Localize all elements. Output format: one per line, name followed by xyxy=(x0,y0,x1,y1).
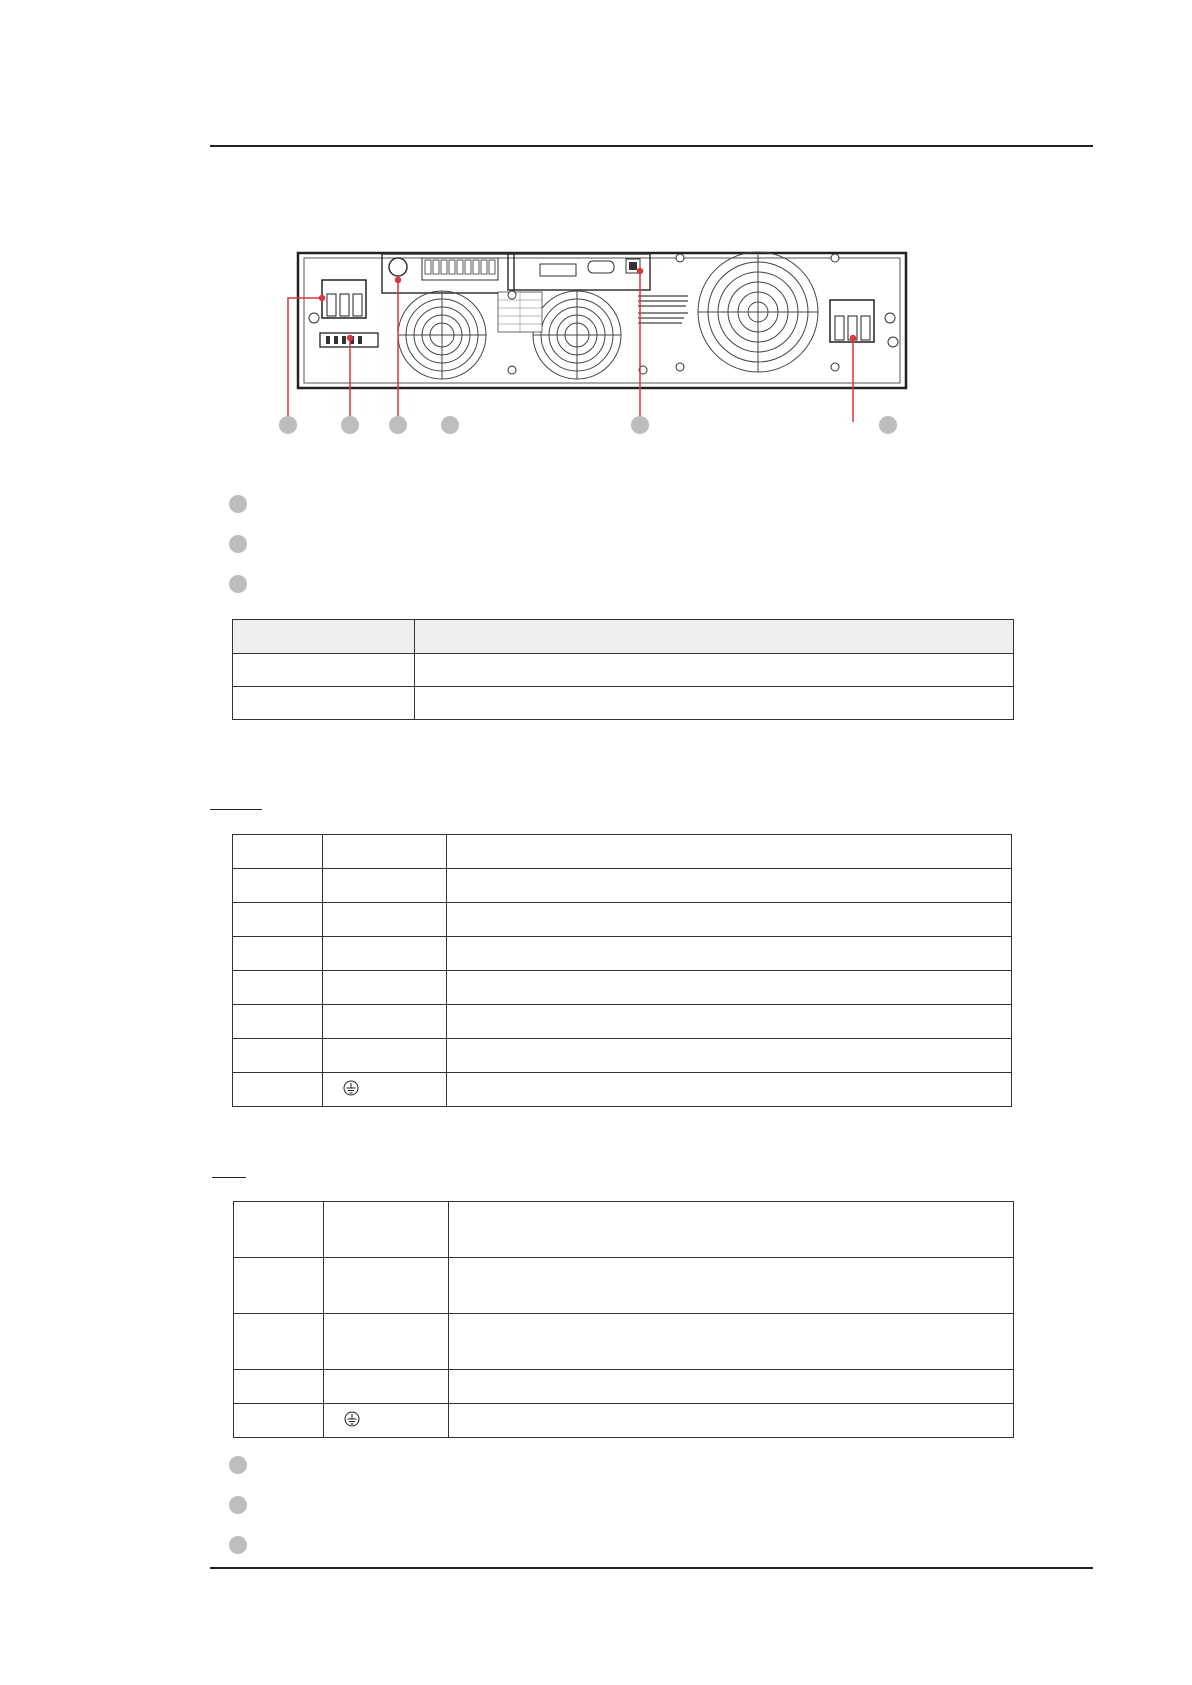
table-row xyxy=(233,937,1012,971)
table-cell xyxy=(323,1005,447,1039)
legend-dot xyxy=(229,495,247,513)
ground-icon xyxy=(344,1411,360,1427)
table-cell xyxy=(323,971,447,1005)
table-cell xyxy=(449,1202,1014,1258)
table-c xyxy=(233,1201,1014,1438)
ground-icon xyxy=(343,1080,359,1096)
table-cell xyxy=(233,1005,323,1039)
table-row xyxy=(234,1202,1014,1258)
table-cell xyxy=(234,1258,324,1314)
table-row xyxy=(234,1404,1014,1438)
table-cell xyxy=(447,903,1012,937)
table-row xyxy=(233,1039,1012,1073)
table-cell xyxy=(234,1202,324,1258)
table-cell xyxy=(415,687,1014,720)
table-cell xyxy=(447,869,1012,903)
table-cell xyxy=(447,971,1012,1005)
table-header-row xyxy=(233,620,1014,654)
ground-symbol-cell xyxy=(324,1404,449,1438)
footer-rule xyxy=(210,1567,1093,1569)
table-a xyxy=(232,619,1014,720)
table-cell xyxy=(323,903,447,937)
table-row xyxy=(233,971,1012,1005)
table-cell xyxy=(233,654,415,687)
table-header-cell xyxy=(415,620,1014,654)
table-row xyxy=(233,654,1014,687)
table-row xyxy=(233,1005,1012,1039)
table-cell xyxy=(324,1258,449,1314)
table-cell xyxy=(447,1005,1012,1039)
callout-1 xyxy=(279,416,297,434)
callout-6 xyxy=(879,416,897,434)
legend-dot xyxy=(229,575,247,593)
legend-dot xyxy=(229,1456,247,1474)
table-cell xyxy=(234,1314,324,1370)
table-cell xyxy=(233,1039,323,1073)
callout-2 xyxy=(341,416,359,434)
table-header-cell xyxy=(233,620,415,654)
table-cell xyxy=(324,1202,449,1258)
table-cell xyxy=(447,1039,1012,1073)
table-row xyxy=(233,869,1012,903)
table-cell xyxy=(449,1370,1014,1404)
table-cell xyxy=(233,937,323,971)
sync-connector xyxy=(389,258,407,276)
table-cell xyxy=(233,869,323,903)
ground-symbol-cell xyxy=(323,1073,447,1107)
section-title xyxy=(210,794,262,810)
table-cell xyxy=(449,1314,1014,1370)
table-row xyxy=(234,1258,1014,1314)
callout-5 xyxy=(631,416,649,434)
table-row xyxy=(234,1314,1014,1370)
table-cell xyxy=(447,835,1012,869)
section-title xyxy=(212,1162,246,1178)
table-row xyxy=(233,835,1012,869)
table-cell xyxy=(324,1370,449,1404)
table-cell xyxy=(233,971,323,1005)
table-cell xyxy=(449,1404,1014,1438)
table-b xyxy=(232,834,1012,1107)
callout-4 xyxy=(441,416,459,434)
table-cell xyxy=(447,1073,1012,1107)
rs232-port xyxy=(588,261,614,273)
output-terminal xyxy=(322,280,366,318)
table-cell xyxy=(324,1314,449,1370)
table-cell xyxy=(233,903,323,937)
callout-3 xyxy=(389,416,407,434)
table-cell xyxy=(323,869,447,903)
rear-panel-drawing xyxy=(250,240,970,440)
legend-dot xyxy=(229,1496,247,1514)
table-cell xyxy=(415,654,1014,687)
table-cell xyxy=(234,1370,324,1404)
table-row xyxy=(234,1370,1014,1404)
legend-dot xyxy=(229,1536,247,1554)
table-cell xyxy=(233,1073,323,1107)
table-cell xyxy=(323,835,447,869)
header-rule xyxy=(210,145,1093,147)
table-cell xyxy=(449,1258,1014,1314)
table-row xyxy=(233,687,1014,720)
table-row xyxy=(233,903,1012,937)
table-cell xyxy=(233,687,415,720)
table-row xyxy=(233,1073,1012,1107)
table-cell xyxy=(233,835,323,869)
table-cell xyxy=(323,937,447,971)
table-cell xyxy=(323,1039,447,1073)
table-cell xyxy=(447,937,1012,971)
table-cell xyxy=(234,1404,324,1438)
legend-dot xyxy=(229,535,247,553)
rear-panel-figure xyxy=(250,240,970,440)
